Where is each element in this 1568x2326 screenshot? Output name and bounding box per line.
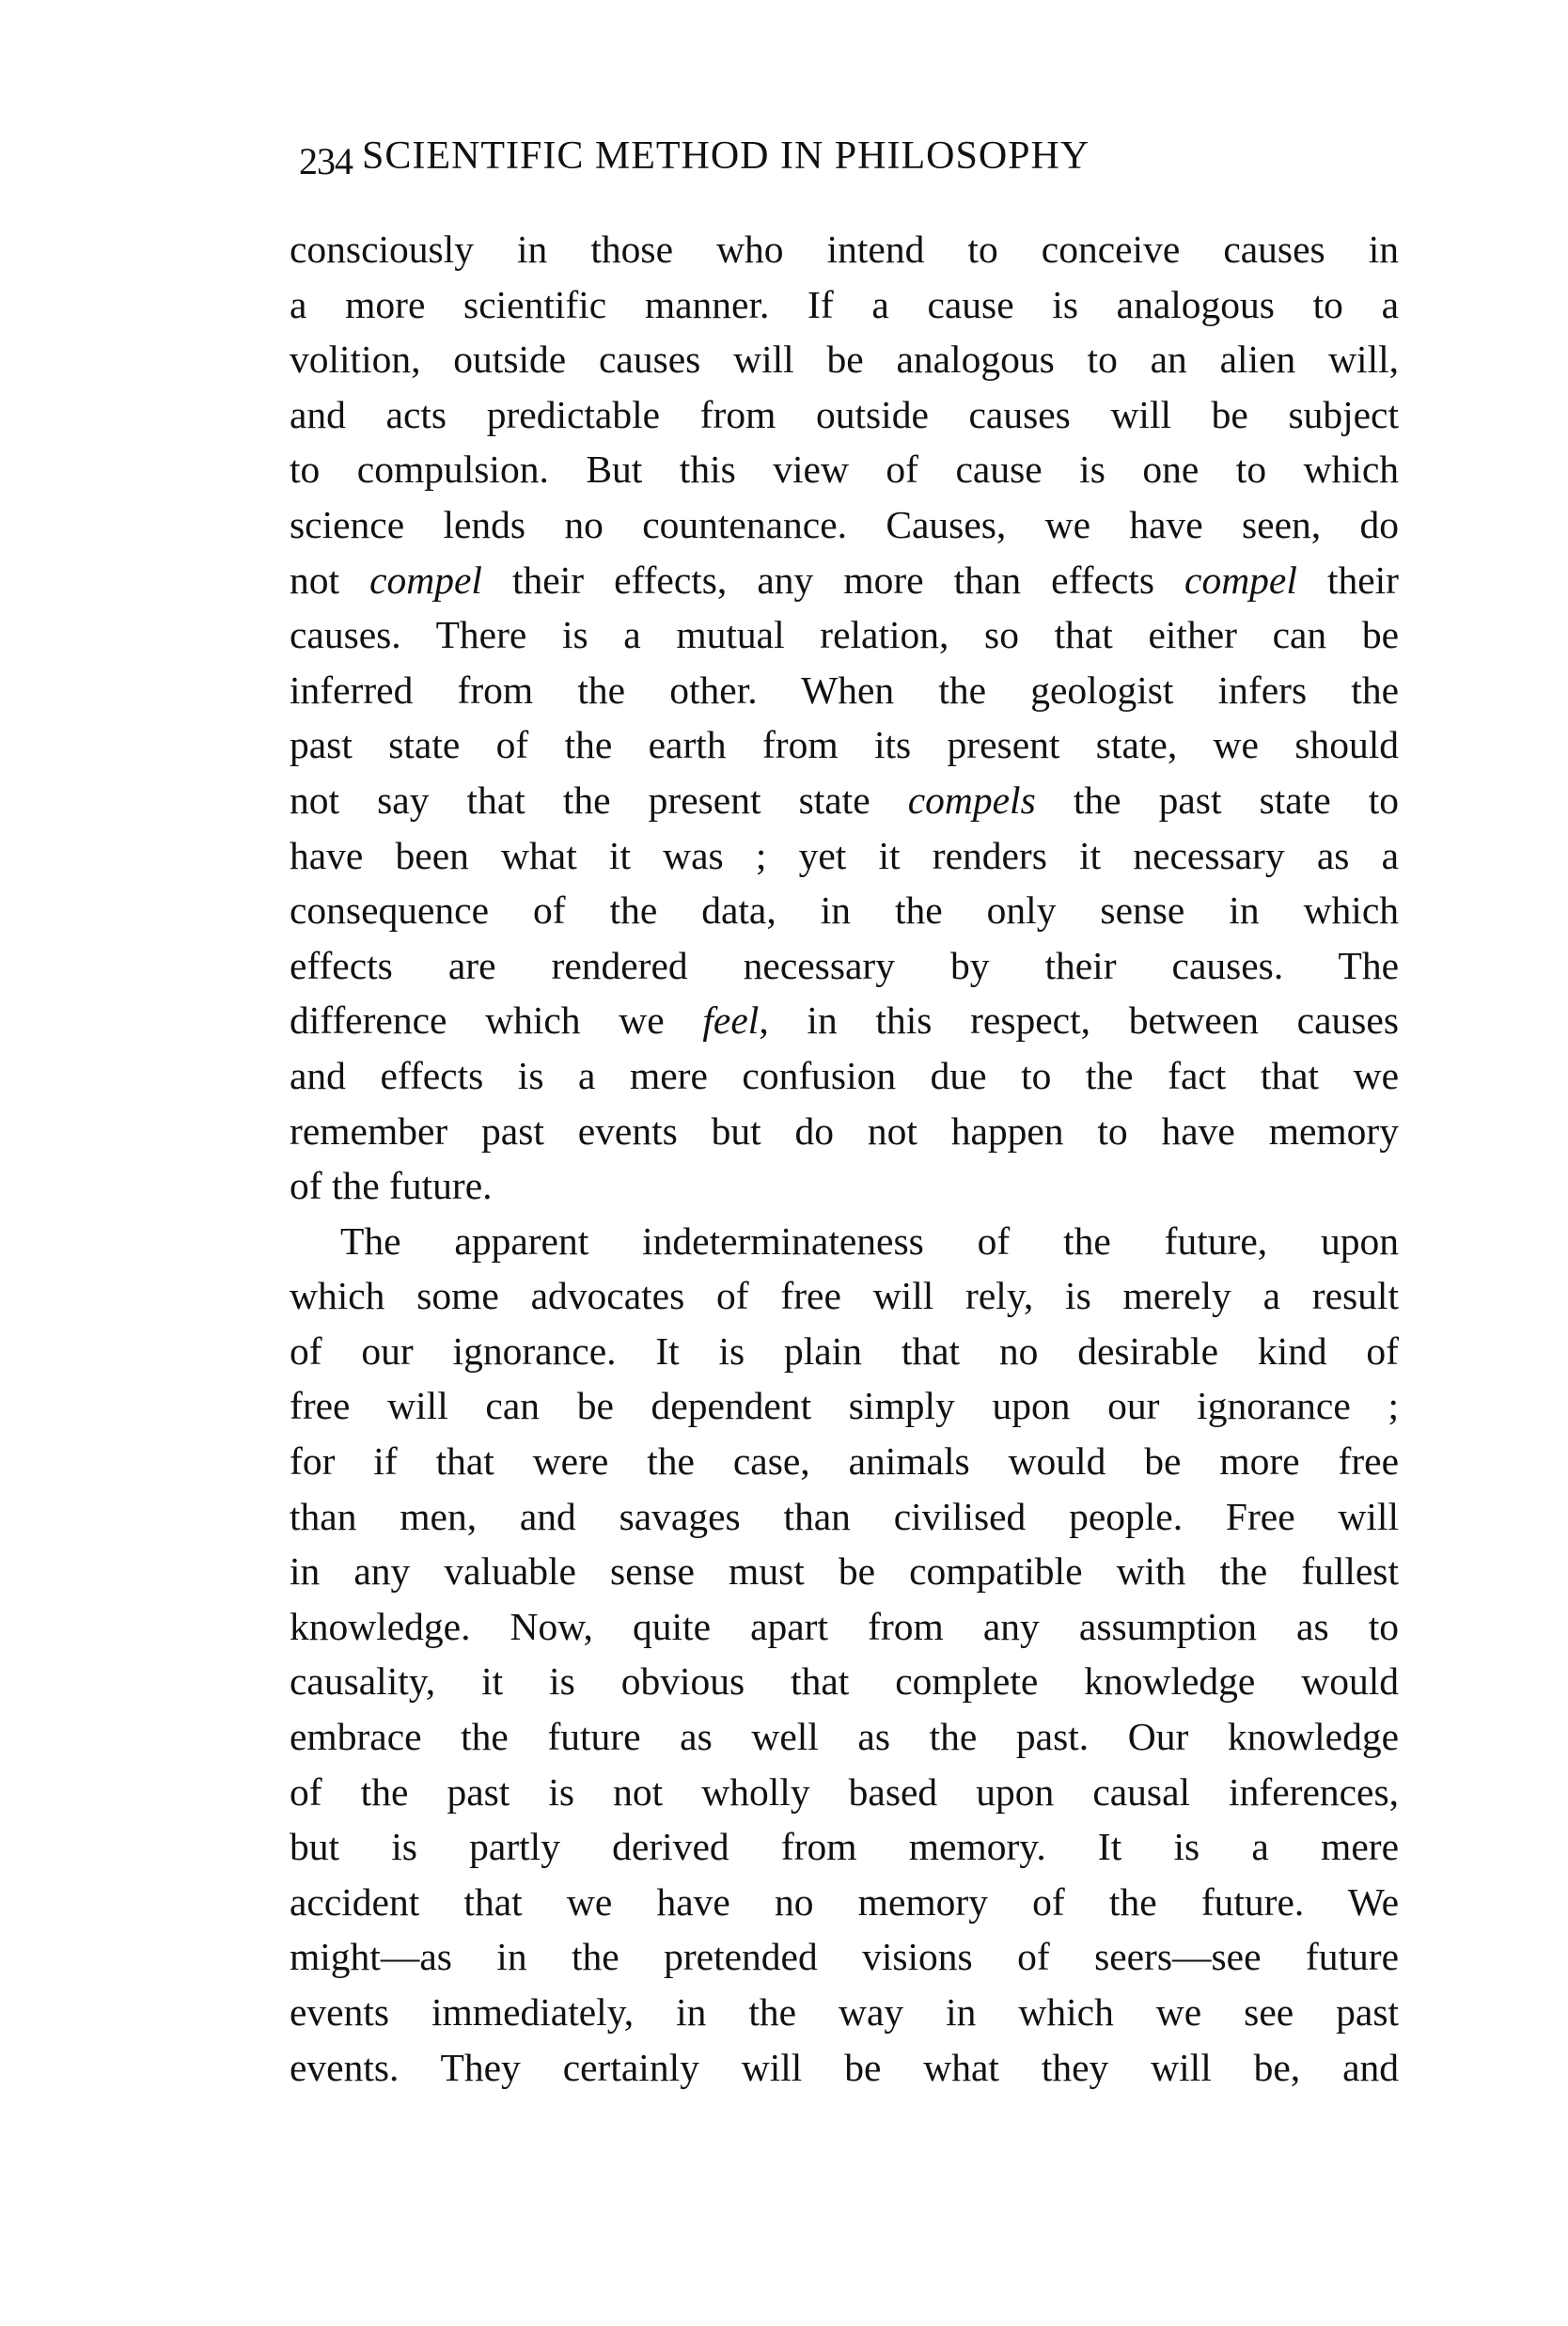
text-run: free will can be dependent simply upon our ignorance ; [290,1384,1399,1428]
text-line [290,1765,1399,1820]
text-line [290,993,1399,1048]
text-run: of our ignorance. It is plain that no desirable kind of [290,1328,1399,1373]
text-line [290,773,1399,828]
emphasis-text: compels [907,778,1036,822]
text-run: volition, outside causes will be analogous to an alien will, [290,338,1399,382]
text-line [290,2040,1399,2096]
text-run: past state of the earth from its present state, we should [290,723,1399,767]
running-title: SCIENTIFIC METHOD IN PHILOSOPHY [362,134,1090,178]
text-line [290,663,1399,718]
text-run: events. They certainly will be what they will be, and [290,2045,1399,2089]
text-line [290,607,1399,663]
text-run: knowledge. Now, quite apart from any assumption as to [290,1604,1399,1648]
text-line [290,1985,1399,2040]
text-run: their effects, any more than effects [481,558,1185,602]
text-line [290,1929,1399,1985]
running-head [299,132,1378,181]
text-run: consciously in those who intend to conceive causes in [290,228,1399,271]
page-number: 234 [299,140,353,182]
text-line [290,1378,1399,1434]
body-text [290,222,1399,2095]
text-line [290,828,1399,884]
text-run: consequence of the data, in the only sense in which [290,888,1399,933]
text-line [290,1709,1399,1765]
text-line [290,553,1399,608]
text-run: embrace the future as well as the past. Our knowledge [290,1715,1399,1759]
text-run: and acts predictable from outside causes will be subject [290,392,1399,436]
text-line [290,1324,1399,1379]
text-run: and effects is a mere confusion due to the fact that we [290,1053,1399,1097]
text-line [290,938,1399,994]
emphasis-text: compel [1184,558,1297,602]
text-run: science lends no countenance. Causes, we have seen, do [290,502,1399,546]
text-run: the past state to [1035,778,1399,822]
text-line [290,387,1399,443]
text-run: events immediately, in the way in which we see past [290,1990,1399,2034]
text-run: of the future. [290,1164,493,1208]
paragraph [290,222,1399,1214]
text-line [290,1268,1399,1324]
text-run: , in this respect, between causes [759,998,1399,1043]
text-line [290,1048,1399,1104]
text-run: a more scientific manner. If a cause is analogous to a [290,282,1399,326]
text-line [290,1544,1399,1599]
text-run: effects are rendered necessary by their causes. The [290,943,1399,987]
text-line [290,1875,1399,1930]
text-run: have been what it was ; yet it renders it necessary as a [290,833,1399,877]
text-run: their [1296,558,1399,602]
text-run: than men, and savages than civilised people. Free will [290,1494,1399,1538]
text-run: not [290,558,370,602]
emphasis-text: feel [702,998,760,1043]
text-line [290,1158,1399,1214]
text-run: causality, it is obvious that complete knowledge would [290,1659,1399,1704]
text-line [290,442,1399,497]
text-run: The apparent indeterminateness of the future, upon [340,1218,1399,1263]
text-run: which some advocates of free will rely, is merely a result [290,1274,1399,1318]
text-line [290,1489,1399,1545]
text-run: but is partly derived from memory. It is a mere [290,1825,1399,1869]
text-run: remember past events but do not happen to have memory [290,1108,1399,1153]
paragraph [290,1214,1399,2096]
emphasis-text: compel [369,558,482,602]
text-line [290,277,1399,333]
text-line [290,1819,1399,1875]
text-run: difference which we [290,998,703,1043]
text-run: for if that were the case, animals would be more free [290,1439,1399,1484]
text-run: not say that the present state [290,778,908,822]
text-line [290,1104,1399,1159]
text-line [290,1654,1399,1709]
text-line [290,883,1399,938]
text-run: of the past is not wholly based upon causal inferences, [290,1769,1399,1814]
text-line [290,332,1399,387]
text-line [290,1434,1399,1489]
text-run: accident that we have no memory of the future. We [290,1879,1399,1924]
text-line [290,222,1399,277]
text-line [290,1599,1399,1655]
text-run: to compulsion. But this view of cause is one to which [290,448,1399,492]
text-line [290,717,1399,773]
text-line [290,1214,1399,1269]
text-run: might—as in the pretended visions of seers—see future [290,1935,1399,1979]
text-line [290,497,1399,553]
text-run: inferred from the other. When the geologist infers the [290,668,1399,712]
text-run: in any valuable sense must be compatible with the fullest [290,1549,1399,1594]
text-run: causes. There is a mutual relation, so that either can be [290,613,1399,657]
